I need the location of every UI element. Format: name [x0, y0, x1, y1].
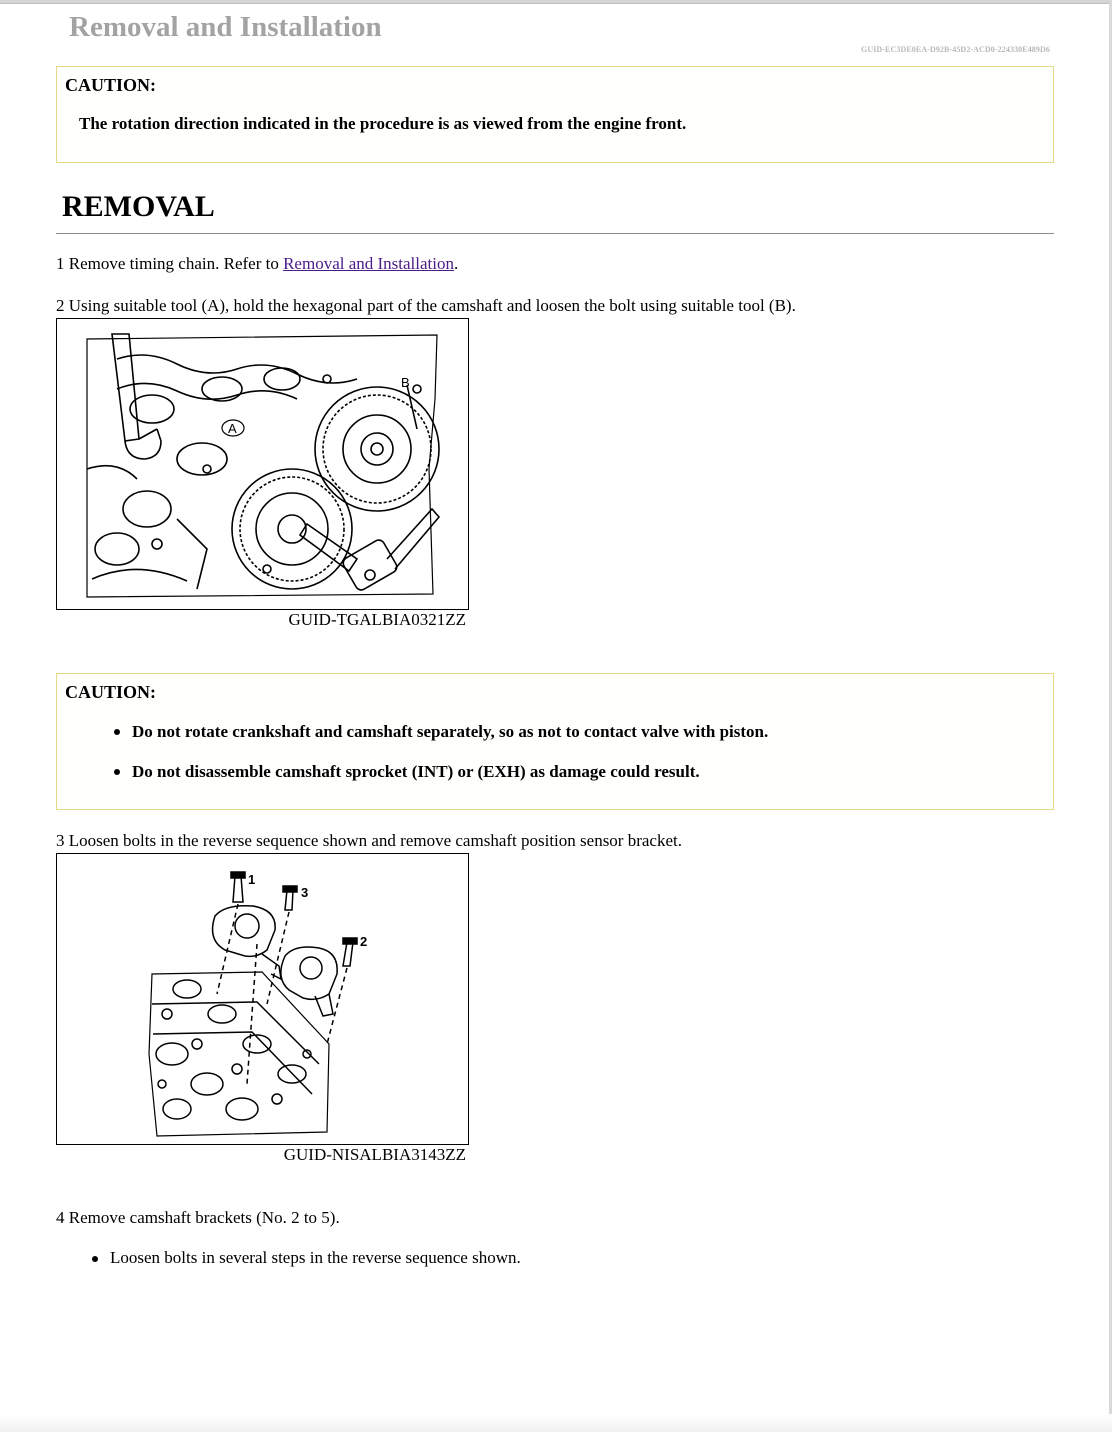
figure-caption-2: GUID-NISALBIA3143ZZ: [283, 1145, 466, 1164]
step-4: 4 Remove camshaft brackets (No. 2 to 5).: [56, 1208, 340, 1227]
step-1: [56, 254, 458, 274]
section-divider: [56, 233, 1054, 234]
step-1-text: 1 Remove timing chain. Refer to: [56, 254, 284, 273]
page-bottom-shade: [0, 1414, 1112, 1432]
caution-text: The rotation direction indicated in the procedure is as viewed from the engine front.: [79, 114, 687, 133]
bullet-icon: [114, 729, 120, 735]
caution-label: CAUTION:: [65, 75, 157, 95]
document-guid: GUID-EC3DE0EA-D92B-45D2-ACD0-224330E489D6: [861, 45, 1050, 54]
caution-item-1: Do not rotate crankshaft and camshaft separately, so as not to contact valve with piston.: [132, 722, 769, 741]
bullet-icon: [92, 1256, 98, 1262]
figure-label-3: 3: [301, 885, 309, 900]
step-4-item-1: Loosen bolts in several steps in the reverse sequence shown.: [110, 1248, 521, 1267]
figure-label-b: B: [401, 375, 410, 390]
caution-box-rotation: [56, 66, 1054, 163]
step-1-suffix: .: [454, 254, 459, 273]
figure-sensor-bracket: [56, 853, 469, 1145]
page-title: Removal and Installation: [69, 11, 382, 43]
step-2: 2 Using suitable tool (A), hold the hexagonal part of the camshaft and loosen the bolt using suitable tool (B).: [56, 296, 796, 315]
sensor-bracket-illustration: [57, 854, 468, 1144]
removal-installation-link[interactable]: Removal and Installation: [283, 254, 454, 273]
top-border: [0, 0, 1112, 4]
camshaft-sprocket-illustration: [57, 319, 468, 609]
figure-caption-1: GUID-TGALBIA0321ZZ: [288, 610, 466, 629]
figure-label-1: 1: [248, 872, 256, 887]
figure-label-2: 2: [360, 934, 368, 949]
section-heading-removal: REMOVAL: [62, 190, 215, 223]
figure-camshaft-bolt-loosening: [56, 318, 469, 610]
caution-item-2: Do not disassemble camshaft sprocket (INT) or (EXH) as damage could result.: [132, 762, 700, 781]
bullet-icon: [114, 769, 120, 775]
step-3: 3 Loosen bolts in the reverse sequence shown and remove camshaft position sensor bracket.: [56, 831, 682, 850]
caution-label: CAUTION:: [65, 682, 157, 702]
figure-label-a: A: [228, 421, 237, 436]
caution-box-crankshaft: [56, 673, 1054, 810]
